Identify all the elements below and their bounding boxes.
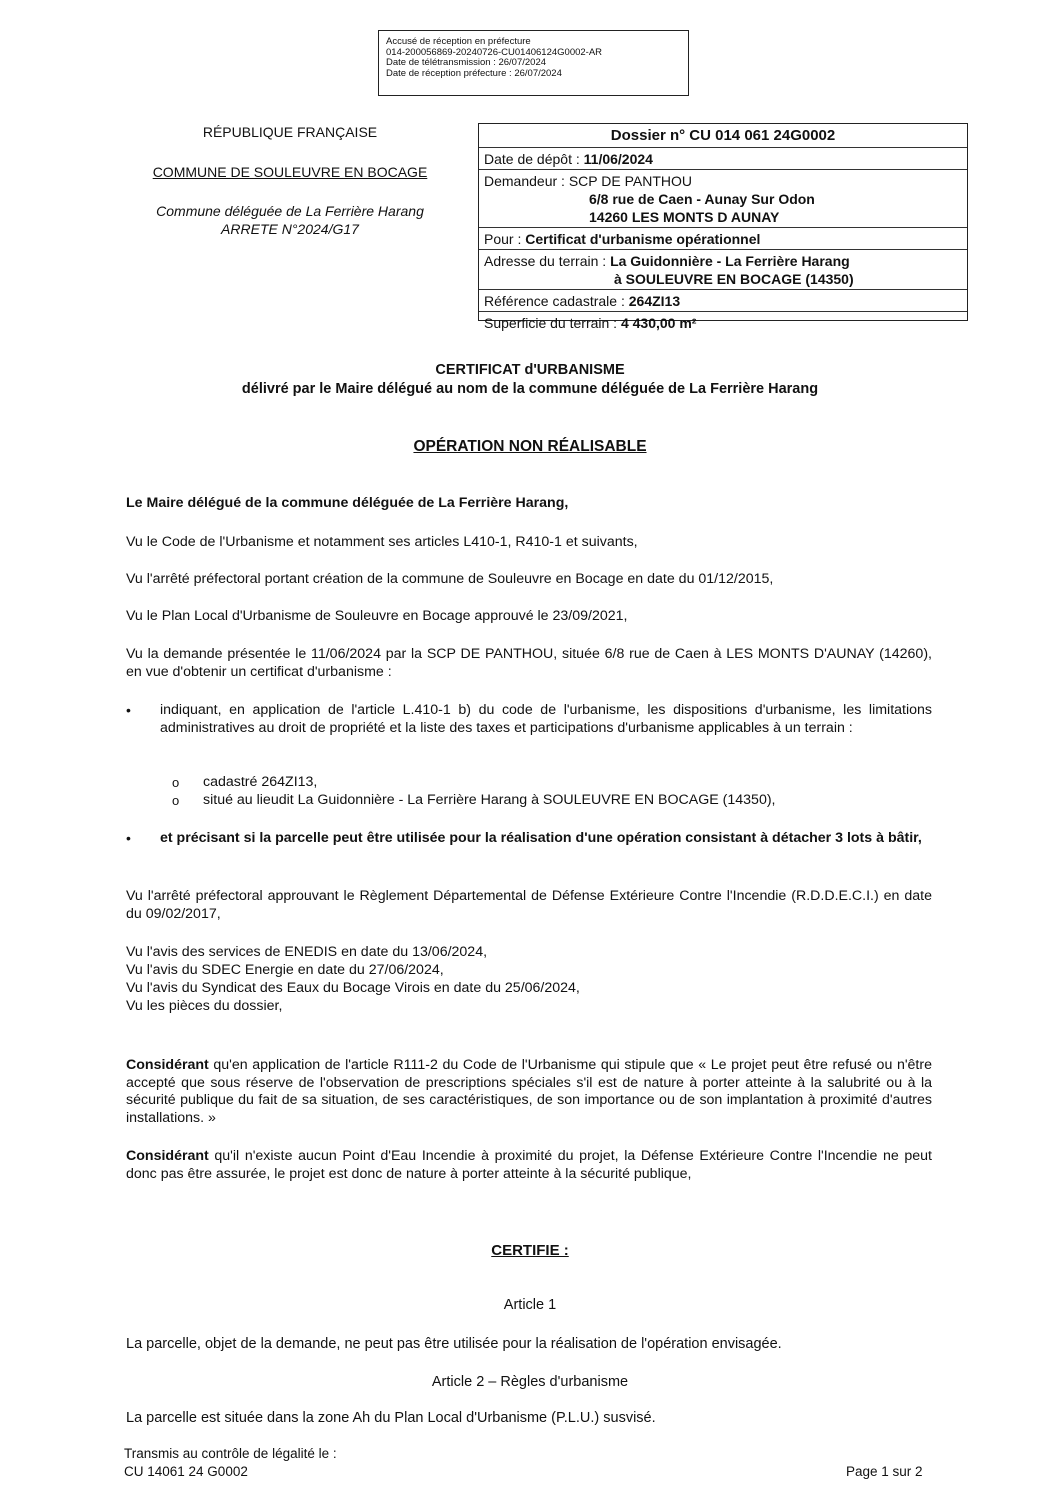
dossier-depot: Date de dépôt : 11/06/2024 xyxy=(479,148,967,170)
commune-heading: COMMUNE DE SOULEUVRE EN BOCAGE xyxy=(152,164,428,180)
vu-code: Vu le Code de l'Urbanisme et notamment ses articles L410-1, R410-1 et suivants, xyxy=(126,534,638,550)
arrete-number: ARRETE N°2024/G17 xyxy=(221,221,359,237)
sub-bullet-marker: o xyxy=(172,793,180,808)
article1-text: La parcelle, objet de la demande, ne peut pas être utilisée pour la réalisation de l'opération envisagée. xyxy=(126,1336,782,1352)
vu-sdec: Vu l'avis du SDEC Energie en date du 27/06/2024, xyxy=(126,962,444,978)
maire-line: Le Maire délégué de la commune déléguée de La Ferrière Harang, xyxy=(126,495,569,511)
vu-demande: Vu la demande présentée le 11/06/2024 par la SCP DE PANTHOU, située 6/8 rue de Caen à LES MONTS D'AUNAY (14260), en vue d'obtenir un certificat d'urbanisme : xyxy=(126,646,932,680)
article1-title: Article 1 xyxy=(503,1297,557,1313)
dossier-adresse: Adresse du terrain : La Guidonnière - La Ferrière Harang à SOULEUVRE EN BOCAGE (14350) xyxy=(479,250,967,290)
stamp-line: Date de télétransmission : 26/07/2024 xyxy=(386,57,547,68)
vu-enedis: Vu l'avis des services de ENEDIS en date du 13/06/2024, xyxy=(126,944,488,960)
sub-lieudit: situé au lieudit La Guidonnière - La Ferrière Harang à SOULEUVRE EN BOCAGE (14350), xyxy=(203,792,776,808)
considerant-r111: Considérant qu'en application de l'article R111-2 du Code de l'Urbanisme qui stipule que « Le projet peut être refusé ou n'être accepté que sous réserve de l'observation de prescriptions spéciales s'il est de nature à porter atteinte à la salubrité ou à la sécurité publique du fait de sa situation, de ses caractéristiques, de son importance ou de son implantation à proximité d'autres installations. » xyxy=(126,1057,932,1126)
operation-status: OPÉRATION NON RÉALISABLE xyxy=(413,438,647,455)
vu-plu: Vu le Plan Local d'Urbanisme de Souleuvre en Bocage approuvé le 23/09/2021, xyxy=(126,608,628,624)
bullet-marker: • xyxy=(126,702,131,718)
certifie-heading: CERTIFIE : xyxy=(491,1242,569,1259)
footer-transmis: Transmis au contrôle de légalité le : xyxy=(124,1446,337,1461)
page-number: Page 1 sur 2 xyxy=(846,1464,923,1479)
bullet-indiquant: indiquant, en application de l'article L.410-1 b) du code de l'urbanisme, les dispositions d'urbanisme, les limitations administratives au droit de propriété et la liste des taxes et participations d'urbanisme applicables à un terrain : xyxy=(160,702,932,736)
dossier-title: Dossier n° CU 014 061 24G0002 xyxy=(479,124,967,148)
sub-bullet-marker: o xyxy=(172,775,180,790)
considerant-incendie: Considérant qu'il n'existe aucun Point d'Eau Incendie à proximité du projet, la Défense Extérieure Contre l'Incendie ne peut donc pas être assurée, le projet est donc de nature à porter atteinte à la sécurité publique, xyxy=(126,1148,932,1182)
dossier-box xyxy=(478,123,968,331)
bullet-marker: • xyxy=(126,830,131,846)
commune-deleguee: Commune déléguée de La Ferrière Harang xyxy=(156,203,424,219)
dossier-pour: Pour : Certificat d'urbanisme opérationnel xyxy=(479,228,967,250)
footer-reference: CU 14061 24 G0002 xyxy=(124,1464,248,1479)
vu-pieces: Vu les pièces du dossier, xyxy=(126,998,283,1014)
dossier-superficie: Superficie du terrain : 4 430,00 m² xyxy=(484,315,697,331)
stamp-line: Date de réception préfecture : 26/07/2024 xyxy=(386,67,562,79)
dossier-reference: Référence cadastrale : 264ZI13 xyxy=(479,290,967,312)
certificat-title: CERTIFICAT d'URBANISME xyxy=(435,362,625,378)
sub-cadastre: cadastré 264ZI13, xyxy=(203,774,318,790)
reception-stamp xyxy=(378,30,689,96)
vu-syndicat: Vu l'avis du Syndicat des Eaux du Bocage Virois en date du 25/06/2024, xyxy=(126,980,580,996)
dossier-demandeur: Demandeur : SCP DE PANTHOU 6/8 rue de Caen - Aunay Sur Odon 14260 LES MONTS D AUNAY xyxy=(479,170,967,228)
article2-title: Article 2 – Règles d'urbanisme xyxy=(431,1374,629,1390)
vu-rddeci: Vu l'arrêté préfectoral approuvant le Règlement Départemental de Défense Extérieure Contre l'Incendie (R.D.D.E.C.I.) en date du 09/02/2017, xyxy=(126,888,932,922)
certificat-subtitle: délivré par le Maire délégué au nom de la commune déléguée de La Ferrière Harang xyxy=(241,381,819,397)
bullet-precisant: et précisant si la parcelle peut être utilisée pour la réalisation d'une opération consistant à détacher 3 lots à bâtir, xyxy=(160,830,922,846)
article2-text: La parcelle est située dans la zone Ah du Plan Local d'Urbanisme (P.L.U.) susvisé. xyxy=(126,1410,656,1426)
stamp-line: 014-200056869-20240726-CU01406124G0002-AR xyxy=(386,46,603,58)
republique-heading: RÉPUBLIQUE FRANÇAISE xyxy=(202,124,378,140)
stamp-line: Accusé de réception en préfecture xyxy=(386,36,531,47)
vu-arrete-creation: Vu l'arrêté préfectoral portant création de la commune de Souleuvre en Bocage en date du 01/12/2015, xyxy=(126,571,774,587)
